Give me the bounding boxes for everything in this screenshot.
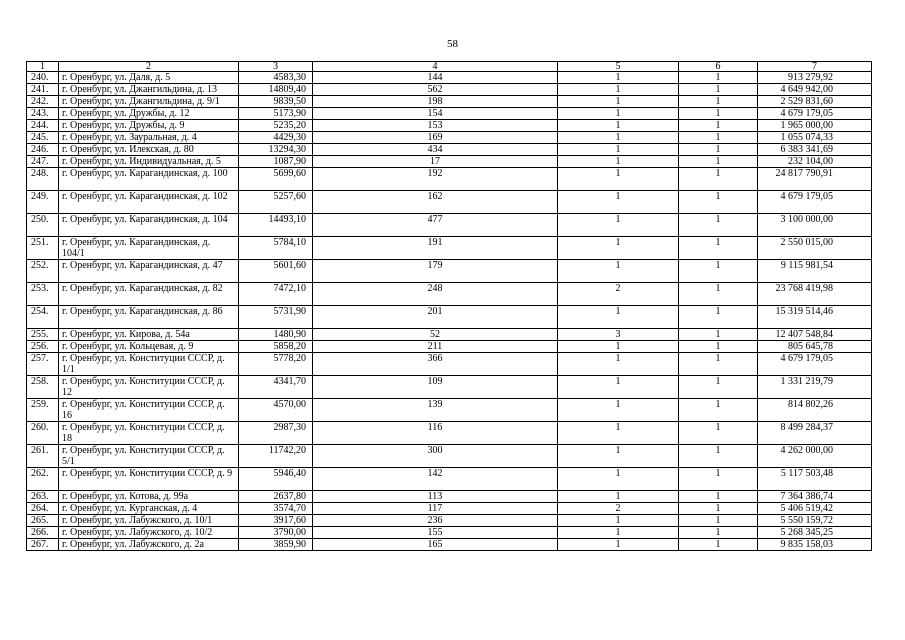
column-7-cell: 12 407 548,84 xyxy=(758,329,872,341)
address-cell: г. Оренбург, ул. Индивидуальная, д. 5 xyxy=(59,156,239,168)
row-number-cell: 267. xyxy=(27,539,59,551)
address-cell: г. Оренбург, ул. Конституции СССР, д. 16 xyxy=(59,399,239,422)
table-row xyxy=(27,120,872,132)
column-5-cell: 1 xyxy=(558,306,679,329)
row-number-cell: 259. xyxy=(27,399,59,422)
column-4-cell: 139 xyxy=(313,399,558,422)
column-3-cell: 9839,50 xyxy=(239,96,313,108)
column-header: 1 xyxy=(27,62,59,72)
row-number-cell: 251. xyxy=(27,237,59,260)
column-6-cell: 1 xyxy=(679,422,758,445)
table-row xyxy=(27,468,872,491)
column-4-cell: 300 xyxy=(313,445,558,468)
column-4-cell: 179 xyxy=(313,260,558,283)
column-3-cell: 14809,40 xyxy=(239,84,313,96)
column-4-cell: 154 xyxy=(313,108,558,120)
address-cell: г. Оренбург, ул. Конституции СССР, д. 9 xyxy=(59,468,239,491)
column-7-cell: 24 817 790,91 xyxy=(758,168,872,191)
column-3-cell: 5235,20 xyxy=(239,120,313,132)
column-6-cell: 1 xyxy=(679,353,758,376)
column-3-cell: 5257,60 xyxy=(239,191,313,214)
column-5-cell: 1 xyxy=(558,515,679,527)
column-7-cell: 1 965 000,00 xyxy=(758,120,872,132)
column-3-cell: 14493,10 xyxy=(239,214,313,237)
column-4-cell: 248 xyxy=(313,283,558,306)
column-6-cell: 1 xyxy=(679,120,758,132)
table-row xyxy=(27,283,872,306)
column-5-cell: 1 xyxy=(558,214,679,237)
column-6-cell: 1 xyxy=(679,515,758,527)
address-cell: г. Оренбург, ул. Конституции СССР, д. 1/1 xyxy=(59,353,239,376)
column-6-cell: 1 xyxy=(679,491,758,503)
row-number-cell: 242. xyxy=(27,96,59,108)
column-3-cell: 4583,30 xyxy=(239,72,313,84)
column-header: 4 xyxy=(313,62,558,72)
column-7-cell: 814 802,26 xyxy=(758,399,872,422)
row-number-cell: 256. xyxy=(27,341,59,353)
column-7-cell: 4 649 942,00 xyxy=(758,84,872,96)
column-3-cell: 3859,90 xyxy=(239,539,313,551)
column-4-cell: 142 xyxy=(313,468,558,491)
register-table xyxy=(26,61,872,551)
table-row xyxy=(27,306,872,329)
column-4-cell: 144 xyxy=(313,72,558,84)
column-5-cell: 1 xyxy=(558,353,679,376)
table-row xyxy=(27,84,872,96)
table-row xyxy=(27,237,872,260)
column-6-cell: 1 xyxy=(679,503,758,515)
row-number-cell: 260. xyxy=(27,422,59,445)
address-cell: г. Оренбург, ул. Котова, д. 99а xyxy=(59,491,239,503)
row-number-cell: 266. xyxy=(27,527,59,539)
column-7-cell: 15 319 514,46 xyxy=(758,306,872,329)
column-7-cell: 5 550 159,72 xyxy=(758,515,872,527)
column-5-cell: 1 xyxy=(558,260,679,283)
address-cell: г. Оренбург, ул. Лабужского, д. 2а xyxy=(59,539,239,551)
table-row xyxy=(27,260,872,283)
column-3-cell: 3790,00 xyxy=(239,527,313,539)
column-7-cell: 5 268 345,25 xyxy=(758,527,872,539)
table-body xyxy=(27,72,872,551)
column-5-cell: 1 xyxy=(558,539,679,551)
column-7-cell: 4 679 179,05 xyxy=(758,191,872,214)
column-6-cell: 1 xyxy=(679,445,758,468)
address-cell: г. Оренбург, ул. Карагандинская, д. 86 xyxy=(59,306,239,329)
column-3-cell: 5601,60 xyxy=(239,260,313,283)
row-number-cell: 241. xyxy=(27,84,59,96)
column-7-cell: 4 679 179,05 xyxy=(758,353,872,376)
row-number-cell: 250. xyxy=(27,214,59,237)
column-6-cell: 1 xyxy=(679,144,758,156)
column-3-cell: 5946,40 xyxy=(239,468,313,491)
row-number-cell: 248. xyxy=(27,168,59,191)
column-5-cell: 1 xyxy=(558,527,679,539)
column-4-cell: 162 xyxy=(313,191,558,214)
row-number-cell: 255. xyxy=(27,329,59,341)
column-6-cell: 1 xyxy=(679,214,758,237)
column-6-cell: 1 xyxy=(679,260,758,283)
column-5-cell: 3 xyxy=(558,329,679,341)
column-4-cell: 201 xyxy=(313,306,558,329)
column-5-cell: 1 xyxy=(558,132,679,144)
column-4-cell: 116 xyxy=(313,422,558,445)
column-3-cell: 5778,20 xyxy=(239,353,313,376)
address-cell: г. Оренбург, ул. Курганская, д. 4 xyxy=(59,503,239,515)
column-4-cell: 211 xyxy=(313,341,558,353)
address-cell: г. Оренбург, ул. Карагандинская, д. 47 xyxy=(59,260,239,283)
table-row xyxy=(27,96,872,108)
column-4-cell: 198 xyxy=(313,96,558,108)
column-6-cell: 1 xyxy=(679,468,758,491)
address-cell: г. Оренбург, ул. Дружбы, д. 12 xyxy=(59,108,239,120)
column-3-cell: 1480,90 xyxy=(239,329,313,341)
column-6-cell: 1 xyxy=(679,329,758,341)
column-6-cell: 1 xyxy=(679,72,758,84)
column-5-cell: 1 xyxy=(558,468,679,491)
column-7-cell: 23 768 419,98 xyxy=(758,283,872,306)
column-4-cell: 562 xyxy=(313,84,558,96)
column-6-cell: 1 xyxy=(679,168,758,191)
column-6-cell: 1 xyxy=(679,527,758,539)
row-number-cell: 262. xyxy=(27,468,59,491)
column-4-cell: 434 xyxy=(313,144,558,156)
column-6-cell: 1 xyxy=(679,132,758,144)
column-5-cell: 1 xyxy=(558,399,679,422)
column-3-cell: 3574,70 xyxy=(239,503,313,515)
table-row xyxy=(27,214,872,237)
table-row xyxy=(27,329,872,341)
column-3-cell: 5699,60 xyxy=(239,168,313,191)
row-number-cell: 263. xyxy=(27,491,59,503)
row-number-cell: 254. xyxy=(27,306,59,329)
column-7-cell: 8 499 284,37 xyxy=(758,422,872,445)
column-3-cell: 1087,90 xyxy=(239,156,313,168)
row-number-cell: 249. xyxy=(27,191,59,214)
column-5-cell: 1 xyxy=(558,144,679,156)
column-header: 6 xyxy=(679,62,758,72)
column-4-cell: 155 xyxy=(313,527,558,539)
column-3-cell: 2637,80 xyxy=(239,491,313,503)
column-7-cell: 4 679 179,05 xyxy=(758,108,872,120)
column-5-cell: 2 xyxy=(558,283,679,306)
table-row xyxy=(27,399,872,422)
row-number-cell: 252. xyxy=(27,260,59,283)
column-6-cell: 1 xyxy=(679,237,758,260)
column-5-cell: 1 xyxy=(558,96,679,108)
table-row xyxy=(27,132,872,144)
address-cell: г. Оренбург, ул. Карагандинская, д. 104/1 xyxy=(59,237,239,260)
address-cell: г. Оренбург, ул. Конституции СССР, д. 5/1 xyxy=(59,445,239,468)
address-cell: г. Оренбург, ул. Зауральная, д. 4 xyxy=(59,132,239,144)
column-5-cell: 1 xyxy=(558,445,679,468)
column-4-cell: 109 xyxy=(313,376,558,399)
column-3-cell: 11742,20 xyxy=(239,445,313,468)
table-row xyxy=(27,422,872,445)
column-5-cell: 1 xyxy=(558,72,679,84)
table-row xyxy=(27,144,872,156)
table-row xyxy=(27,72,872,84)
page-number: 58 xyxy=(447,38,458,50)
column-6-cell: 1 xyxy=(679,156,758,168)
column-5-cell: 1 xyxy=(558,237,679,260)
row-number-cell: 245. xyxy=(27,132,59,144)
column-5-cell: 1 xyxy=(558,108,679,120)
column-4-cell: 117 xyxy=(313,503,558,515)
table-row xyxy=(27,108,872,120)
column-3-cell: 3917,60 xyxy=(239,515,313,527)
column-6-cell: 1 xyxy=(679,283,758,306)
column-7-cell: 5 117 503,48 xyxy=(758,468,872,491)
address-cell: г. Оренбург, ул. Лабужского, д. 10/1 xyxy=(59,515,239,527)
table-row xyxy=(27,503,872,515)
row-number-cell: 265. xyxy=(27,515,59,527)
row-number-cell: 264. xyxy=(27,503,59,515)
column-4-cell: 192 xyxy=(313,168,558,191)
table-row xyxy=(27,445,872,468)
column-header: 5 xyxy=(558,62,679,72)
row-number-cell: 257. xyxy=(27,353,59,376)
column-5-cell: 1 xyxy=(558,191,679,214)
column-4-cell: 191 xyxy=(313,237,558,260)
column-4-cell: 477 xyxy=(313,214,558,237)
column-header: 3 xyxy=(239,62,313,72)
row-number-cell: 258. xyxy=(27,376,59,399)
column-4-cell: 236 xyxy=(313,515,558,527)
address-cell: г. Оренбург, ул. Джангильдина, д. 13 xyxy=(59,84,239,96)
column-5-cell: 1 xyxy=(558,491,679,503)
column-6-cell: 1 xyxy=(679,84,758,96)
column-7-cell: 2 550 015,00 xyxy=(758,237,872,260)
address-cell: г. Оренбург, ул. Карагандинская, д. 100 xyxy=(59,168,239,191)
column-5-cell: 1 xyxy=(558,422,679,445)
row-number-cell: 247. xyxy=(27,156,59,168)
table-row xyxy=(27,376,872,399)
column-5-cell: 1 xyxy=(558,341,679,353)
row-number-cell: 240. xyxy=(27,72,59,84)
column-3-cell: 2987,30 xyxy=(239,422,313,445)
column-7-cell: 9 115 981,54 xyxy=(758,260,872,283)
column-header: 7 xyxy=(758,62,872,72)
column-6-cell: 1 xyxy=(679,341,758,353)
column-6-cell: 1 xyxy=(679,539,758,551)
column-5-cell: 2 xyxy=(558,503,679,515)
column-3-cell: 5784,10 xyxy=(239,237,313,260)
column-6-cell: 1 xyxy=(679,399,758,422)
table-row xyxy=(27,168,872,191)
column-7-cell: 6 383 341,69 xyxy=(758,144,872,156)
column-7-cell: 805 645,78 xyxy=(758,341,872,353)
column-6-cell: 1 xyxy=(679,96,758,108)
column-7-cell: 7 364 386,74 xyxy=(758,491,872,503)
column-7-cell: 1 331 219,79 xyxy=(758,376,872,399)
column-3-cell: 7472,10 xyxy=(239,283,313,306)
column-5-cell: 1 xyxy=(558,120,679,132)
column-3-cell: 5731,90 xyxy=(239,306,313,329)
table-row xyxy=(27,527,872,539)
row-number-cell: 253. xyxy=(27,283,59,306)
column-6-cell: 1 xyxy=(679,376,758,399)
column-7-cell: 913 279,92 xyxy=(758,72,872,84)
column-4-cell: 165 xyxy=(313,539,558,551)
address-cell: г. Оренбург, ул. Карагандинская, д. 104 xyxy=(59,214,239,237)
column-7-cell: 4 262 000,00 xyxy=(758,445,872,468)
address-cell: г. Оренбург, ул. Лабужского, д. 10/2 xyxy=(59,527,239,539)
column-3-cell: 5858,20 xyxy=(239,341,313,353)
address-cell: г. Оренбург, ул. Конституции СССР, д. 18 xyxy=(59,422,239,445)
table-row xyxy=(27,539,872,551)
address-cell: г. Оренбург, ул. Даля, д. 5 xyxy=(59,72,239,84)
address-cell: г. Оренбург, ул. Кольцевая, д. 9 xyxy=(59,341,239,353)
column-5-cell: 1 xyxy=(558,156,679,168)
column-7-cell: 1 055 074,33 xyxy=(758,132,872,144)
column-3-cell: 4570,00 xyxy=(239,399,313,422)
row-number-cell: 244. xyxy=(27,120,59,132)
column-4-cell: 153 xyxy=(313,120,558,132)
column-5-cell: 1 xyxy=(558,168,679,191)
table-row xyxy=(27,156,872,168)
table-row xyxy=(27,341,872,353)
column-7-cell: 3 100 000,00 xyxy=(758,214,872,237)
column-header: 2 xyxy=(59,62,239,72)
row-number-cell: 246. xyxy=(27,144,59,156)
column-7-cell: 2 529 831,60 xyxy=(758,96,872,108)
column-3-cell: 13294,30 xyxy=(239,144,313,156)
address-cell: г. Оренбург, ул. Илекская, д. 80 xyxy=(59,144,239,156)
column-7-cell: 232 104,00 xyxy=(758,156,872,168)
address-cell: г. Оренбург, ул. Карагандинская, д. 82 xyxy=(59,283,239,306)
column-7-cell: 5 406 519,42 xyxy=(758,503,872,515)
column-4-cell: 113 xyxy=(313,491,558,503)
column-3-cell: 5173,90 xyxy=(239,108,313,120)
column-4-cell: 366 xyxy=(313,353,558,376)
address-cell: г. Оренбург, ул. Джангильдина, д. 9/1 xyxy=(59,96,239,108)
table-row xyxy=(27,515,872,527)
column-7-cell: 9 835 158,03 xyxy=(758,539,872,551)
column-6-cell: 1 xyxy=(679,108,758,120)
address-cell: г. Оренбург, ул. Кирова, д. 54а xyxy=(59,329,239,341)
address-cell: г. Оренбург, ул. Конституции СССР, д. 12 xyxy=(59,376,239,399)
column-4-cell: 17 xyxy=(313,156,558,168)
address-cell: г. Оренбург, ул. Дружбы, д. 9 xyxy=(59,120,239,132)
column-6-cell: 1 xyxy=(679,306,758,329)
table-row xyxy=(27,491,872,503)
column-3-cell: 4341,70 xyxy=(239,376,313,399)
row-number-cell: 243. xyxy=(27,108,59,120)
column-5-cell: 1 xyxy=(558,376,679,399)
header-row xyxy=(27,62,872,72)
column-4-cell: 52 xyxy=(313,329,558,341)
column-6-cell: 1 xyxy=(679,191,758,214)
column-3-cell: 4429,30 xyxy=(239,132,313,144)
column-4-cell: 169 xyxy=(313,132,558,144)
address-cell: г. Оренбург, ул. Карагандинская, д. 102 xyxy=(59,191,239,214)
table-row xyxy=(27,353,872,376)
table-row xyxy=(27,191,872,214)
column-5-cell: 1 xyxy=(558,84,679,96)
row-number-cell: 261. xyxy=(27,445,59,468)
